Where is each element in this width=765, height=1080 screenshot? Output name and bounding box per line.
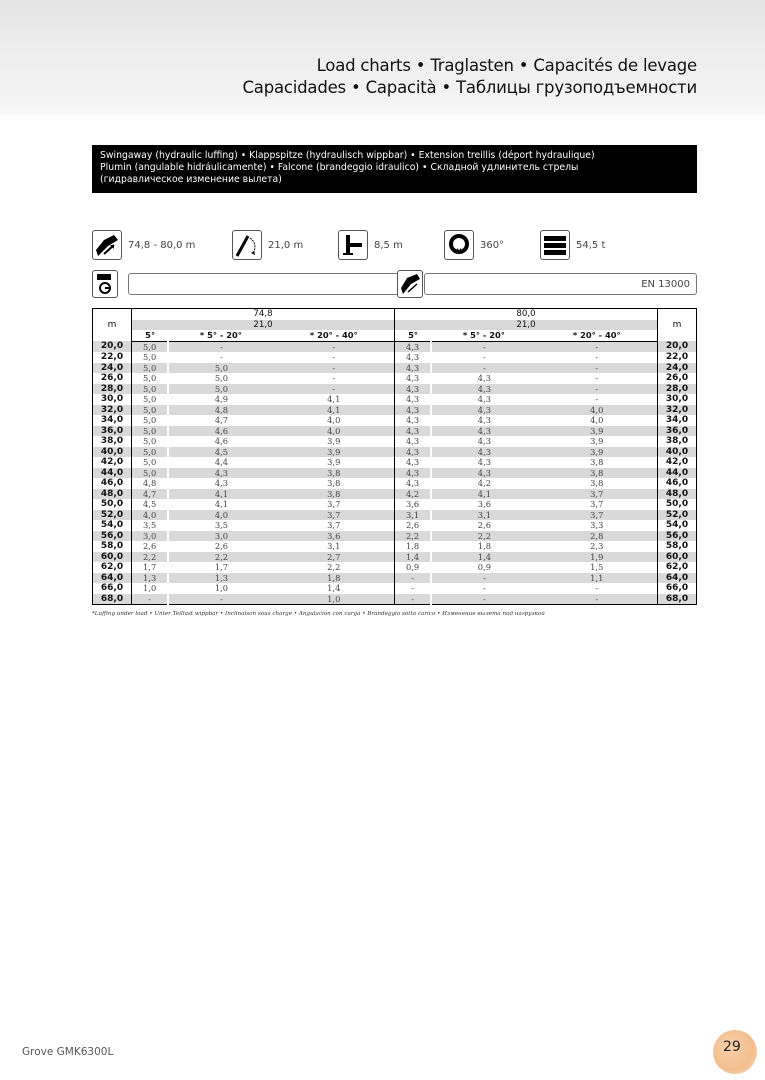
specifications-row [92,228,697,262]
table-row [93,426,697,437]
load-value-cell: 3,1 [394,510,431,521]
load-value-cell: 4,3 [431,384,536,395]
load-value-cell: 1,0 [274,594,395,605]
load-value-cell: 3,6 [406,499,420,509]
load-value-cell: 3,5 [143,520,157,530]
radius-cell: 58,0 [93,541,132,552]
load-value-cell: 2,6 [168,541,273,552]
load-value-cell: - [132,594,169,605]
radius-cell: 46,0 [93,478,132,489]
load-value-cell: 4,2 [431,478,536,489]
load-value-cell: 2,2 [132,552,169,563]
radius-cell: 30,0 [658,394,697,405]
load-value-cell: 4,1 [274,394,395,405]
radius-cell: 30,0 [93,394,132,405]
load-value-cell: 4,0 [274,415,395,426]
radius-cell: 28,0 [93,384,132,395]
load-value-cell: 2,3 [590,541,604,551]
load-value-cell: - [431,583,536,594]
load-value-cell: 4,3 [406,436,420,446]
operating-mode-bar-right [424,273,697,295]
load-value-cell: 1,0 [143,583,157,593]
load-value-cell: 1,4 [431,552,536,563]
radius-cell: 54,0 [658,520,697,531]
radius-cell: 56,0 [658,531,697,542]
load-value-cell: 4,9 [168,394,273,405]
angle-header: * 20° - 40° [274,330,395,341]
load-value-cell: 4,7 [168,415,273,426]
jib-length-left: 21,0 [132,320,395,331]
load-value-cell: - [537,363,658,374]
table-row [93,373,697,384]
load-value-cell: - [595,352,599,362]
operating-mode-row [92,270,697,298]
load-value-cell: - [595,394,599,404]
load-value-cell: 1,7 [143,562,157,572]
table-row [93,531,697,542]
load-value-cell: 1,8 [431,541,536,552]
load-value-cell: - [595,583,599,593]
load-value-cell: - [431,363,536,374]
config-line-1: Swingaway (hydraulic luffing) • Klappspitze (hydraulisch wippbar) • Extension treillis (déport hydraulique) [100,150,595,161]
spec-main-boom [92,228,195,262]
radius-cell: 42,0 [658,457,697,468]
load-value-cell: 3,0 [132,531,169,542]
radius-cell: 44,0 [93,468,132,479]
load-value-cell: 4,1 [168,499,273,510]
load-value-cell: 3,0 [168,531,273,542]
load-value-cell: 3,3 [590,520,604,530]
radius-cell: 22,0 [658,352,697,363]
radius-cell: 68,0 [658,594,697,605]
radius-cell: 22,0 [93,352,132,363]
load-value-cell: 4,0 [274,426,395,437]
jib-length-right: 21,0 [394,320,657,331]
load-value-cell: 4,3 [431,436,536,447]
load-value-cell: - [274,384,395,395]
page-header-band [0,0,765,115]
table-row [93,352,697,363]
load-value-cell: - [274,373,395,384]
standard-label: EN 13000 [641,279,690,290]
radius-cell: 60,0 [658,552,697,563]
radius-cell: 64,0 [658,573,697,584]
load-value-cell: 4,3 [431,468,536,479]
load-value-cell: 1,3 [168,573,273,584]
load-value-cell: 1,1 [537,573,658,584]
load-value-cell: 2,7 [274,552,395,563]
load-value-cell: 2,6 [431,520,536,531]
load-value-cell: 1,4 [394,552,431,563]
load-value-cell: - [431,573,536,584]
radius-cell: 36,0 [93,426,132,437]
load-value-cell: 5,0 [132,341,169,352]
load-value-cell: - [168,352,273,363]
slewing-360-icon [444,230,474,260]
load-value-cell: 3,1 [274,541,395,552]
load-value-cell: 5,0 [143,436,157,446]
load-value-cell: 1,4 [274,583,395,594]
load-value-cell: 4,3 [394,384,431,395]
load-value-cell: - [168,341,273,352]
load-value-cell: 3,9 [537,447,658,458]
load-value-cell: 5,0 [132,405,169,416]
radius-cell: 54,0 [93,520,132,531]
load-value-cell: 4,3 [431,373,536,384]
angle-header: * 5° - 20° [168,330,273,341]
radius-header-left: m [93,309,132,342]
radius-cell: 36,0 [658,426,697,437]
table-row [93,384,697,395]
load-value-cell: 1,9 [537,552,658,563]
load-value-cell: 4,8 [143,478,157,488]
load-value-cell: 3,7 [590,499,604,509]
load-value-cell: 5,0 [168,384,273,395]
load-value-cell: 5,0 [132,384,169,395]
radius-cell: 62,0 [93,562,132,573]
load-value-cell: 3,1 [431,510,536,521]
load-value-cell: - [537,341,658,352]
spec-counterweight-value: 54,5 t [576,239,606,251]
radius-cell: 20,0 [93,341,132,352]
load-value-cell: 4,3 [431,394,536,405]
table-row [93,594,697,605]
load-value-cell: 4,3 [406,373,420,383]
load-value-cell: 2,8 [537,531,658,542]
radius-cell: 58,0 [658,541,697,552]
spec-jib [232,228,303,262]
operating-mode-bar-left [128,273,404,295]
page-title [242,55,697,99]
title-line-1: Load charts • Traglasten • Capacités de levage [316,56,697,75]
table-row [93,562,697,573]
load-value-cell: 5,0 [143,373,157,383]
config-line-3: (гидравлическое изменение вылета) [100,174,282,185]
radius-cell: 26,0 [658,373,697,384]
table-row [93,405,697,416]
page-number: 29 [723,1039,741,1055]
load-value-cell: 3,5 [168,520,273,531]
spec-main-boom-value: 74,8 - 80,0 m [128,239,196,251]
load-value-cell: 4,0 [590,415,604,425]
boom-length-right: 80,0 [394,309,657,320]
radius-cell: 48,0 [93,489,132,500]
load-value-cell: 4,0 [132,510,169,521]
table-row [93,499,697,510]
load-value-cell: - [431,341,536,352]
load-value-cell: 3,9 [537,426,658,437]
spec-slewing [444,228,504,262]
load-value-cell: 3,8 [274,478,395,489]
table-row [93,520,697,531]
radius-cell: 42,0 [93,457,132,468]
load-value-cell: 3,9 [274,447,395,458]
load-value-cell: 1,3 [132,573,169,584]
load-value-cell: 3,8 [274,489,395,500]
boom-extension-icon [397,270,423,298]
load-value-cell: - [274,341,395,352]
load-value-cell: 4,3 [406,478,420,488]
load-value-cell: 4,3 [431,447,536,458]
title-line-2: Capacidades • Capacità • Таблицы грузоподъемности [242,78,697,97]
load-value-cell: 3,6 [431,499,536,510]
load-value-cell: 4,5 [143,499,157,509]
table-row [93,478,697,489]
radius-cell: 64,0 [93,573,132,584]
load-value-cell: 5,0 [143,415,157,425]
table-row [93,583,697,594]
load-value-cell: 5,0 [168,363,273,374]
load-value-cell: 1,7 [168,562,273,573]
radius-cell: 40,0 [658,447,697,458]
load-value-cell: 4,4 [168,457,273,468]
radius-cell: 34,0 [658,415,697,426]
load-value-cell: 4,3 [406,352,420,362]
radius-cell: 62,0 [658,562,697,573]
load-value-cell: 0,9 [431,562,536,573]
radius-cell: 50,0 [93,499,132,510]
outrigger-slewing-icon [92,270,118,298]
load-value-cell: 4,3 [394,426,431,437]
load-value-cell: 5,0 [132,447,169,458]
load-value-cell: 1,8 [274,573,395,584]
load-value-cell: 4,3 [394,363,431,374]
load-value-cell: 3,7 [274,520,395,531]
load-value-cell: 3,9 [274,457,395,468]
load-value-cell: 5,0 [168,373,273,384]
load-value-cell: 4,3 [406,415,420,425]
load-value-cell: 3,8 [274,468,395,479]
radius-cell: 60,0 [93,552,132,563]
load-value-cell: 2,2 [394,531,431,542]
table-row [93,394,697,405]
outrigger-span-icon [338,230,368,260]
load-value-cell: 4,3 [168,468,273,479]
load-value-cell: 5,0 [143,457,157,467]
load-value-cell: 4,3 [394,447,431,458]
load-value-cell: 4,1 [431,489,536,500]
main-boom-length-icon [92,230,122,260]
load-value-cell: 4,3 [431,426,536,437]
radius-cell: 32,0 [658,405,697,416]
load-value-cell: - [595,373,599,383]
spec-jib-value: 21,0 m [268,239,304,251]
load-value-cell: 3,8 [537,468,658,479]
load-value-cell: 4,1 [168,489,273,500]
load-value-cell: 3,9 [274,436,395,447]
load-value-cell: 2,2 [274,562,395,573]
table-row [93,457,697,468]
load-value-cell: 4,3 [406,394,420,404]
radius-cell: 38,0 [93,436,132,447]
load-value-cell: 3,7 [537,510,658,521]
load-value-cell: - [394,573,431,584]
load-value-cell: 4,7 [132,489,169,500]
footer-model: Grove GMK6300L [22,1046,114,1058]
load-value-cell: 5,0 [143,394,157,404]
load-value-cell: 3,8 [590,478,604,488]
load-value-cell: - [431,352,536,363]
load-value-cell: 5,0 [132,426,169,437]
load-value-cell: 4,6 [168,426,273,437]
load-value-cell: - [537,384,658,395]
load-value-cell: 4,3 [431,457,536,468]
load-value-cell: 3,7 [274,510,395,521]
table-row [93,552,697,563]
load-value-cell: 4,0 [537,405,658,416]
load-value-cell: 3,6 [274,531,395,542]
load-value-cell: 5,0 [143,352,157,362]
angle-header: 5° [394,330,431,341]
radius-cell: 28,0 [658,384,697,395]
table-row [93,363,697,374]
load-value-cell: 4,5 [168,447,273,458]
load-value-cell: 5,0 [132,468,169,479]
radius-cell: 50,0 [658,499,697,510]
load-value-cell: 3,9 [590,436,604,446]
table-row [93,415,697,426]
load-value-cell: 1,8 [406,541,420,551]
load-value-cell: 4,3 [168,478,273,489]
jib-length-icon [232,230,262,260]
radius-cell: 32,0 [93,405,132,416]
radius-cell: 38,0 [658,436,697,447]
angle-header: * 5° - 20° [431,330,536,341]
load-value-cell: 4,3 [431,415,536,426]
table-row [93,489,697,500]
load-value-cell: 2,6 [406,520,420,530]
load-value-cell: - [431,594,536,605]
radius-cell: 66,0 [658,583,697,594]
boom-length-left: 74,8 [132,309,395,320]
spec-outrigger [338,228,403,262]
radius-cell: 56,0 [93,531,132,542]
angle-header: * 20° - 40° [537,330,658,341]
configuration-description-box [92,145,697,193]
load-value-cell: - [274,363,395,374]
table-row [93,341,697,352]
load-value-cell: 4,6 [168,436,273,447]
load-value-cell: 1,0 [168,583,273,594]
load-value-cell: 4,3 [394,468,431,479]
load-value-cell: 5,0 [132,363,169,374]
load-value-cell: - [274,352,395,363]
load-value-cell: - [168,594,273,605]
config-line-2: Plumin (angulable hidráulicamente) • Falcone (brandeggio idraulico) • Складной удлинитель стрелы [100,162,579,173]
load-value-cell: - [394,594,431,605]
load-value-cell: 4,2 [394,489,431,500]
load-value-cell: 3,7 [537,489,658,500]
spec-slewing-value: 360° [480,239,505,251]
spec-counterweight [540,228,605,262]
radius-cell: 52,0 [658,510,697,521]
radius-cell: 52,0 [93,510,132,521]
load-value-cell: 3,7 [274,499,395,510]
radius-cell: 68,0 [93,594,132,605]
angle-header: 5° [132,330,169,341]
radius-cell: 34,0 [93,415,132,426]
load-value-cell: 2,2 [431,531,536,542]
radius-cell: 20,0 [658,341,697,352]
load-value-cell: 4,3 [394,341,431,352]
load-value-cell: 4,3 [394,405,431,416]
load-value-cell: 2,6 [143,541,157,551]
radius-header-right: m [658,309,697,342]
table-row [93,447,697,458]
radius-cell: 26,0 [93,373,132,384]
radius-cell: 44,0 [658,468,697,479]
counterweight-icon [540,230,570,260]
radius-cell: 40,0 [93,447,132,458]
load-value-cell: 4,1 [274,405,395,416]
load-value-cell: 0,9 [406,562,420,572]
load-value-cell: 2,2 [168,552,273,563]
load-value-cell: - [537,594,658,605]
radius-cell: 48,0 [658,489,697,500]
table-row [93,573,697,584]
radius-cell: 24,0 [93,363,132,374]
load-value-cell: 4,0 [168,510,273,521]
radius-cell: 24,0 [658,363,697,374]
radius-cell: 46,0 [658,478,697,489]
radius-cell: 66,0 [93,583,132,594]
load-value-cell: 1,5 [590,562,604,572]
table-row [93,468,697,479]
table-row [93,541,697,552]
footnote: *Luffing under load • Unter Teillast wippbar • Inclinaison sous charge • Angulación con carga • Brandeggio sotto carico • Изменение вылета под нагрузкой [92,611,545,617]
load-value-cell: - [411,583,415,593]
page-number-badge [713,1030,757,1074]
load-value-cell: 3,8 [590,457,604,467]
load-chart-table [92,308,697,605]
load-value-cell: 4,3 [431,405,536,416]
spec-outrigger-value: 8,5 m [374,239,403,251]
table-row [93,510,697,521]
table-row [93,436,697,447]
load-value-cell: 4,3 [406,457,420,467]
load-value-cell: 4,8 [168,405,273,416]
